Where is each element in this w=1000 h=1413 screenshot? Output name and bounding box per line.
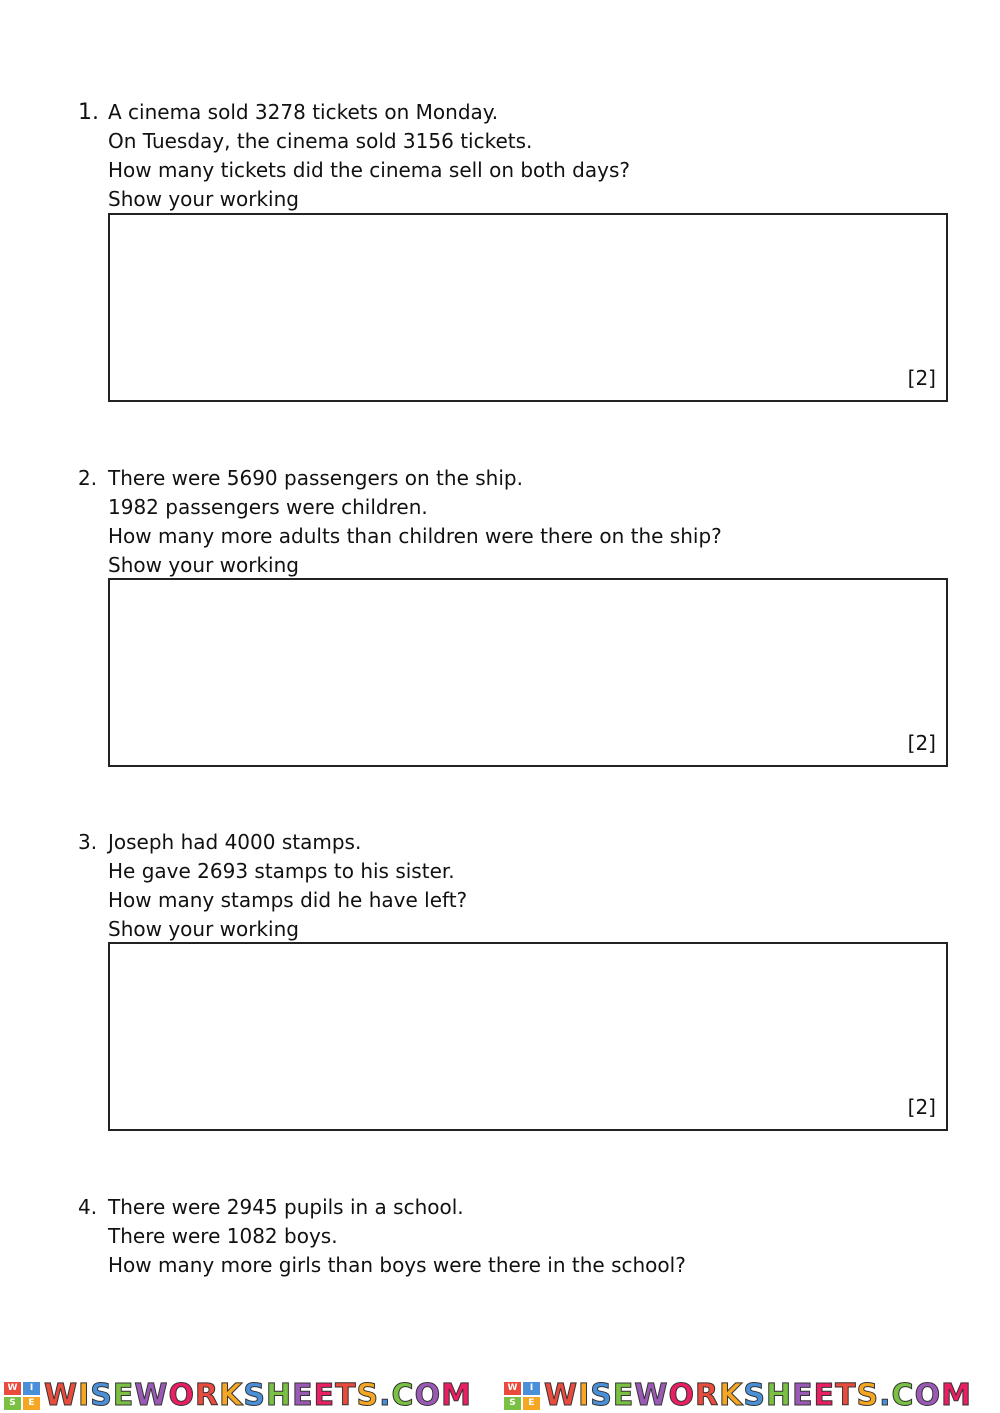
question-line: 1982 passengers were children. <box>108 495 428 519</box>
logo-mark-icon <box>4 1382 40 1410</box>
brand-letter: W <box>44 1378 79 1413</box>
brand-letter: M <box>941 1378 972 1413</box>
question-text <box>108 98 948 214</box>
brand-letter: H <box>765 1378 793 1413</box>
answer-box-2[interactable] <box>108 578 948 767</box>
brand-letter: K <box>719 1378 744 1413</box>
brand-letter: . <box>879 1378 892 1413</box>
brand-letter: S <box>90 1378 113 1413</box>
logo-letter: W <box>504 1382 521 1395</box>
brand-letter: I <box>578 1378 591 1413</box>
brand-letter: K <box>219 1378 244 1413</box>
logo-letter: S <box>504 1397 521 1410</box>
brand-letter: S <box>243 1378 266 1413</box>
logo-letter: I <box>523 1382 540 1395</box>
question-number: 1. <box>78 100 99 125</box>
brand-letter: W <box>544 1378 579 1413</box>
footer-watermark <box>0 1378 1000 1413</box>
answer-box-3[interactable] <box>108 942 948 1131</box>
brand-letter: E <box>612 1378 635 1413</box>
question-line: There were 1082 boys. <box>108 1224 338 1248</box>
logo-letter: I <box>23 1382 40 1395</box>
question-line: Joseph had 4000 stamps. <box>108 830 362 854</box>
question-line: How many tickets did the cinema sell on both days? <box>108 158 630 182</box>
brand-letter: S <box>356 1378 380 1413</box>
question-line: A cinema sold 3278 tickets on Monday. <box>108 100 499 124</box>
brand-letter: W <box>634 1378 669 1413</box>
brand-letter: O <box>668 1378 695 1413</box>
brand-letter: S <box>856 1378 880 1413</box>
brand-letter: R <box>194 1378 220 1413</box>
marks-label: [2] <box>907 1095 936 1119</box>
brand-letter: . <box>379 1378 392 1413</box>
question-text <box>108 1193 948 1280</box>
question-line: There were 5690 passengers on the ship. <box>108 466 523 490</box>
marks-label: [2] <box>907 731 936 755</box>
answer-box-1[interactable] <box>108 213 948 402</box>
brand-letter: I <box>78 1378 91 1413</box>
question-number: 4. <box>78 1195 98 1219</box>
brand-letter: H <box>265 1378 293 1413</box>
show-working-label: Show your working <box>108 553 299 577</box>
question-text <box>108 828 948 944</box>
question-line: He gave 2693 stamps to his sister. <box>108 859 455 883</box>
marks-label: [2] <box>907 366 936 390</box>
logo-letter: W <box>4 1382 21 1395</box>
brand-logo <box>500 1378 1000 1413</box>
question-number: 3. <box>78 830 98 854</box>
brand-text <box>544 1378 972 1413</box>
brand-text <box>44 1378 472 1413</box>
question-line: On Tuesday, the cinema sold 3156 tickets. <box>108 129 533 153</box>
brand-letter: T <box>835 1378 857 1413</box>
brand-letter: M <box>441 1378 472 1413</box>
brand-letter: S <box>743 1378 766 1413</box>
brand-letter: E <box>292 1378 314 1413</box>
question-text <box>108 464 948 580</box>
question-line: How many more adults than children were there on the ship? <box>108 524 722 548</box>
logo-mark-icon <box>504 1382 540 1410</box>
brand-letter: C <box>391 1378 415 1413</box>
show-working-label: Show your working <box>108 917 299 941</box>
brand-letter: E <box>112 1378 135 1413</box>
brand-letter: O <box>914 1378 942 1413</box>
logo-letter: E <box>523 1397 540 1410</box>
brand-letter: C <box>891 1378 915 1413</box>
brand-letter: S <box>590 1378 613 1413</box>
show-working-label: Show your working <box>108 187 299 211</box>
brand-letter: E <box>813 1378 836 1413</box>
logo-letter: S <box>4 1397 21 1410</box>
brand-letter: E <box>313 1378 336 1413</box>
question-number: 2. <box>78 466 98 490</box>
question-line: How many more girls than boys were there in the school? <box>108 1253 686 1277</box>
brand-letter: E <box>792 1378 814 1413</box>
brand-letter: O <box>168 1378 195 1413</box>
brand-letter: T <box>335 1378 357 1413</box>
brand-letter: O <box>414 1378 442 1413</box>
question-line: There were 2945 pupils in a school. <box>108 1195 464 1219</box>
question-line: How many stamps did he have left? <box>108 888 468 912</box>
brand-letter: R <box>694 1378 720 1413</box>
brand-logo <box>0 1378 500 1413</box>
logo-letter: E <box>23 1397 40 1410</box>
brand-letter: W <box>134 1378 169 1413</box>
